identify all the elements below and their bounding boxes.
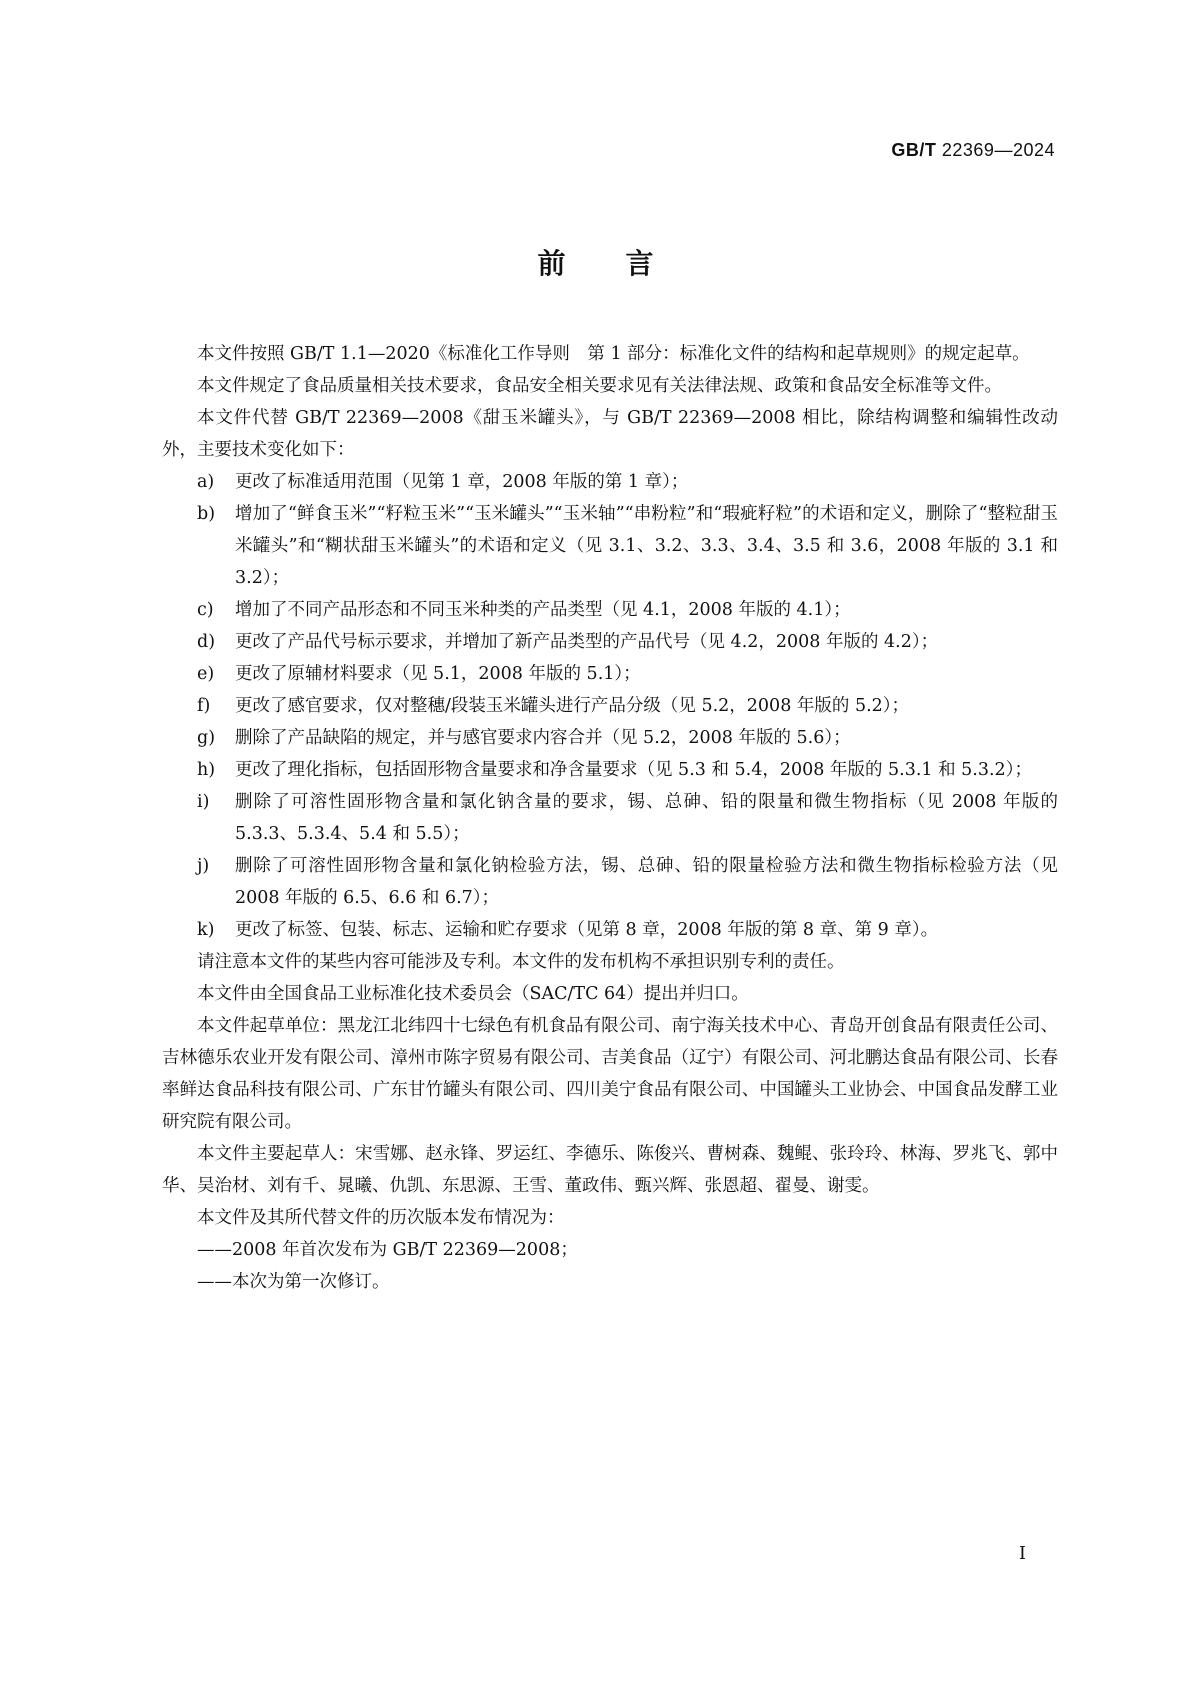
paragraph-drafting-basis: 本文件按照 GB/T 1.1—2020《标准化工作导则 第 1 部分：标准化文件的结构和起草规则》的规定起草。 [197, 344, 1030, 364]
change-item [197, 786, 1058, 850]
history-item: ——2008 年首次发布为 GB/T 22369—2008； [197, 1240, 578, 1260]
change-item [197, 754, 1058, 786]
change-item-label: e) [197, 664, 215, 684]
change-item-label: h) [197, 760, 216, 780]
change-item-label: b) [197, 504, 216, 524]
paragraph-drafting-units: 本文件起草单位：黑龙江北纬四十七绿色有机食品有限公司、南宁海关技术中心、青岛开创食品有限责任公司、吉林德乐农业开发有限公司、漳州市陈字贸易有限公司、吉美食品（辽宁）有限公司、河北鹏达食品有限公司、长春率鲜达食品科技有限公司、广东甘竹罐头有限公司、四川美宁食品有限公司、中国罐头工业协会、中国食品发酵工业研究院有限公司。 [162, 1016, 1058, 1132]
change-item-text: 更改了产品代号标示要求，并增加了新产品类型的产品代号（见 4.2，2008 年版的 4.2）； [235, 632, 939, 652]
change-item-text: 增加了“鲜食玉米”“籽粒玉米”“玉米罐头”“玉米轴”“串粉粒”和“瑕疵籽粒”的术语和定义，删除了“整粒甜玉米罐头”和“糊状甜玉米罐头”的术语和定义（见 3.1、3.2、3.3、3.4、3.5 和 3.6，2008 年版的 3.1 和 3.2）； [235, 504, 1058, 588]
history-item: ——本次为第一次修订。 [197, 1272, 390, 1292]
change-item [197, 594, 1058, 626]
change-item-text: 更改了理化指标，包括固形物含量要求和净含量要求（见 5.3 和 5.4，2008 年版的 5.3.1 和 5.3.2）； [235, 760, 1032, 780]
paragraph-drafters: 本文件主要起草人：宋雪娜、赵永锋、罗运红、李德乐、陈俊兴、曹树森、魏鲲、张玲玲、林海、罗兆飞、郭中华、吴治材、刘有千、晁曦、仇凯、东思源、王雪、董政伟、甄兴辉、张恩超、翟曼、谢雯。 [162, 1144, 1058, 1196]
foreword-body [162, 338, 1058, 1298]
change-item-text: 删除了可溶性固形物含量和氯化钠含量的要求，锡、总砷、铅的限量和微生物指标（见 2008 年版的 5.3.3、5.3.4、5.4 和 5.5）； [235, 792, 1058, 844]
page-title: 前言 [537, 247, 714, 280]
change-item [197, 850, 1058, 914]
change-item-label: c) [197, 600, 214, 620]
change-item-text: 更改了感官要求，仅对整穗/段装玉米罐头进行产品分级（见 5.2，2008 年版的 5.2）； [235, 696, 910, 716]
change-item-label: i) [197, 792, 210, 812]
change-item-label: k) [197, 920, 215, 940]
standard-code [891, 140, 1055, 161]
paragraph-patent-notice: 请注意本文件的某些内容可能涉及专利。本文件的发布机构不承担识别专利的责任。 [197, 952, 845, 972]
change-item [197, 658, 1058, 690]
change-item-text: 删除了可溶性固形物含量和氯化钠检验方法，锡、总砷、铅的限量检验方法和微生物指标检验方法（见 2008 年版的 6.5、6.6 和 6.7）； [235, 856, 1058, 908]
change-item-text: 增加了不同产品形态和不同玉米种类的产品类型（见 4.1，2008 年版的 4.1）； [235, 600, 851, 620]
change-item [197, 914, 1058, 946]
paragraph-scope-note: 本文件规定了食品质量相关技术要求，食品安全相关要求见有关法律法规、政策和食品安全标准等文件。 [197, 376, 1002, 396]
change-item-label: j) [197, 856, 210, 876]
standard-code-prefix: GB/T [891, 140, 937, 160]
change-item-label: a) [197, 472, 215, 492]
change-item [197, 722, 1058, 754]
change-item-text: 更改了标准适用范围（见第 1 章，2008 年版的第 1 章）； [235, 472, 689, 492]
change-item [197, 466, 1058, 498]
standard-code-number: 22369—2024 [941, 140, 1055, 160]
paragraph-replacement: 本文件代替 GB/T 22369—2008《甜玉米罐头》，与 GB/T 22369—2008 相比，除结构调整和编辑性改动外，主要技术变化如下： [162, 408, 1058, 460]
page-number: I [1018, 1543, 1026, 1564]
paragraph-committee: 本文件由全国食品工业标准化技术委员会（SAC/TC 64）提出并归口。 [197, 984, 749, 1004]
change-item-text: 更改了标签、包装、标志、运输和贮存要求（见第 8 章，2008 年版的第 8 章、第 9 章）。 [235, 920, 939, 940]
change-item [197, 498, 1058, 594]
change-item [197, 690, 1058, 722]
change-item-label: g) [197, 728, 216, 748]
change-item-label: f) [197, 696, 211, 716]
change-item-text: 删除了产品缺陷的规定，并与感官要求内容合并（见 5.2，2008 年版的 5.6）； [235, 728, 851, 748]
change-item [197, 626, 1058, 658]
change-item-label: d) [197, 632, 216, 652]
change-item-text: 更改了原辅材料要求（见 5.1，2008 年版的 5.1）； [235, 664, 641, 684]
paragraph-history-intro: 本文件及其所代替文件的历次版本发布情况为： [197, 1208, 565, 1228]
